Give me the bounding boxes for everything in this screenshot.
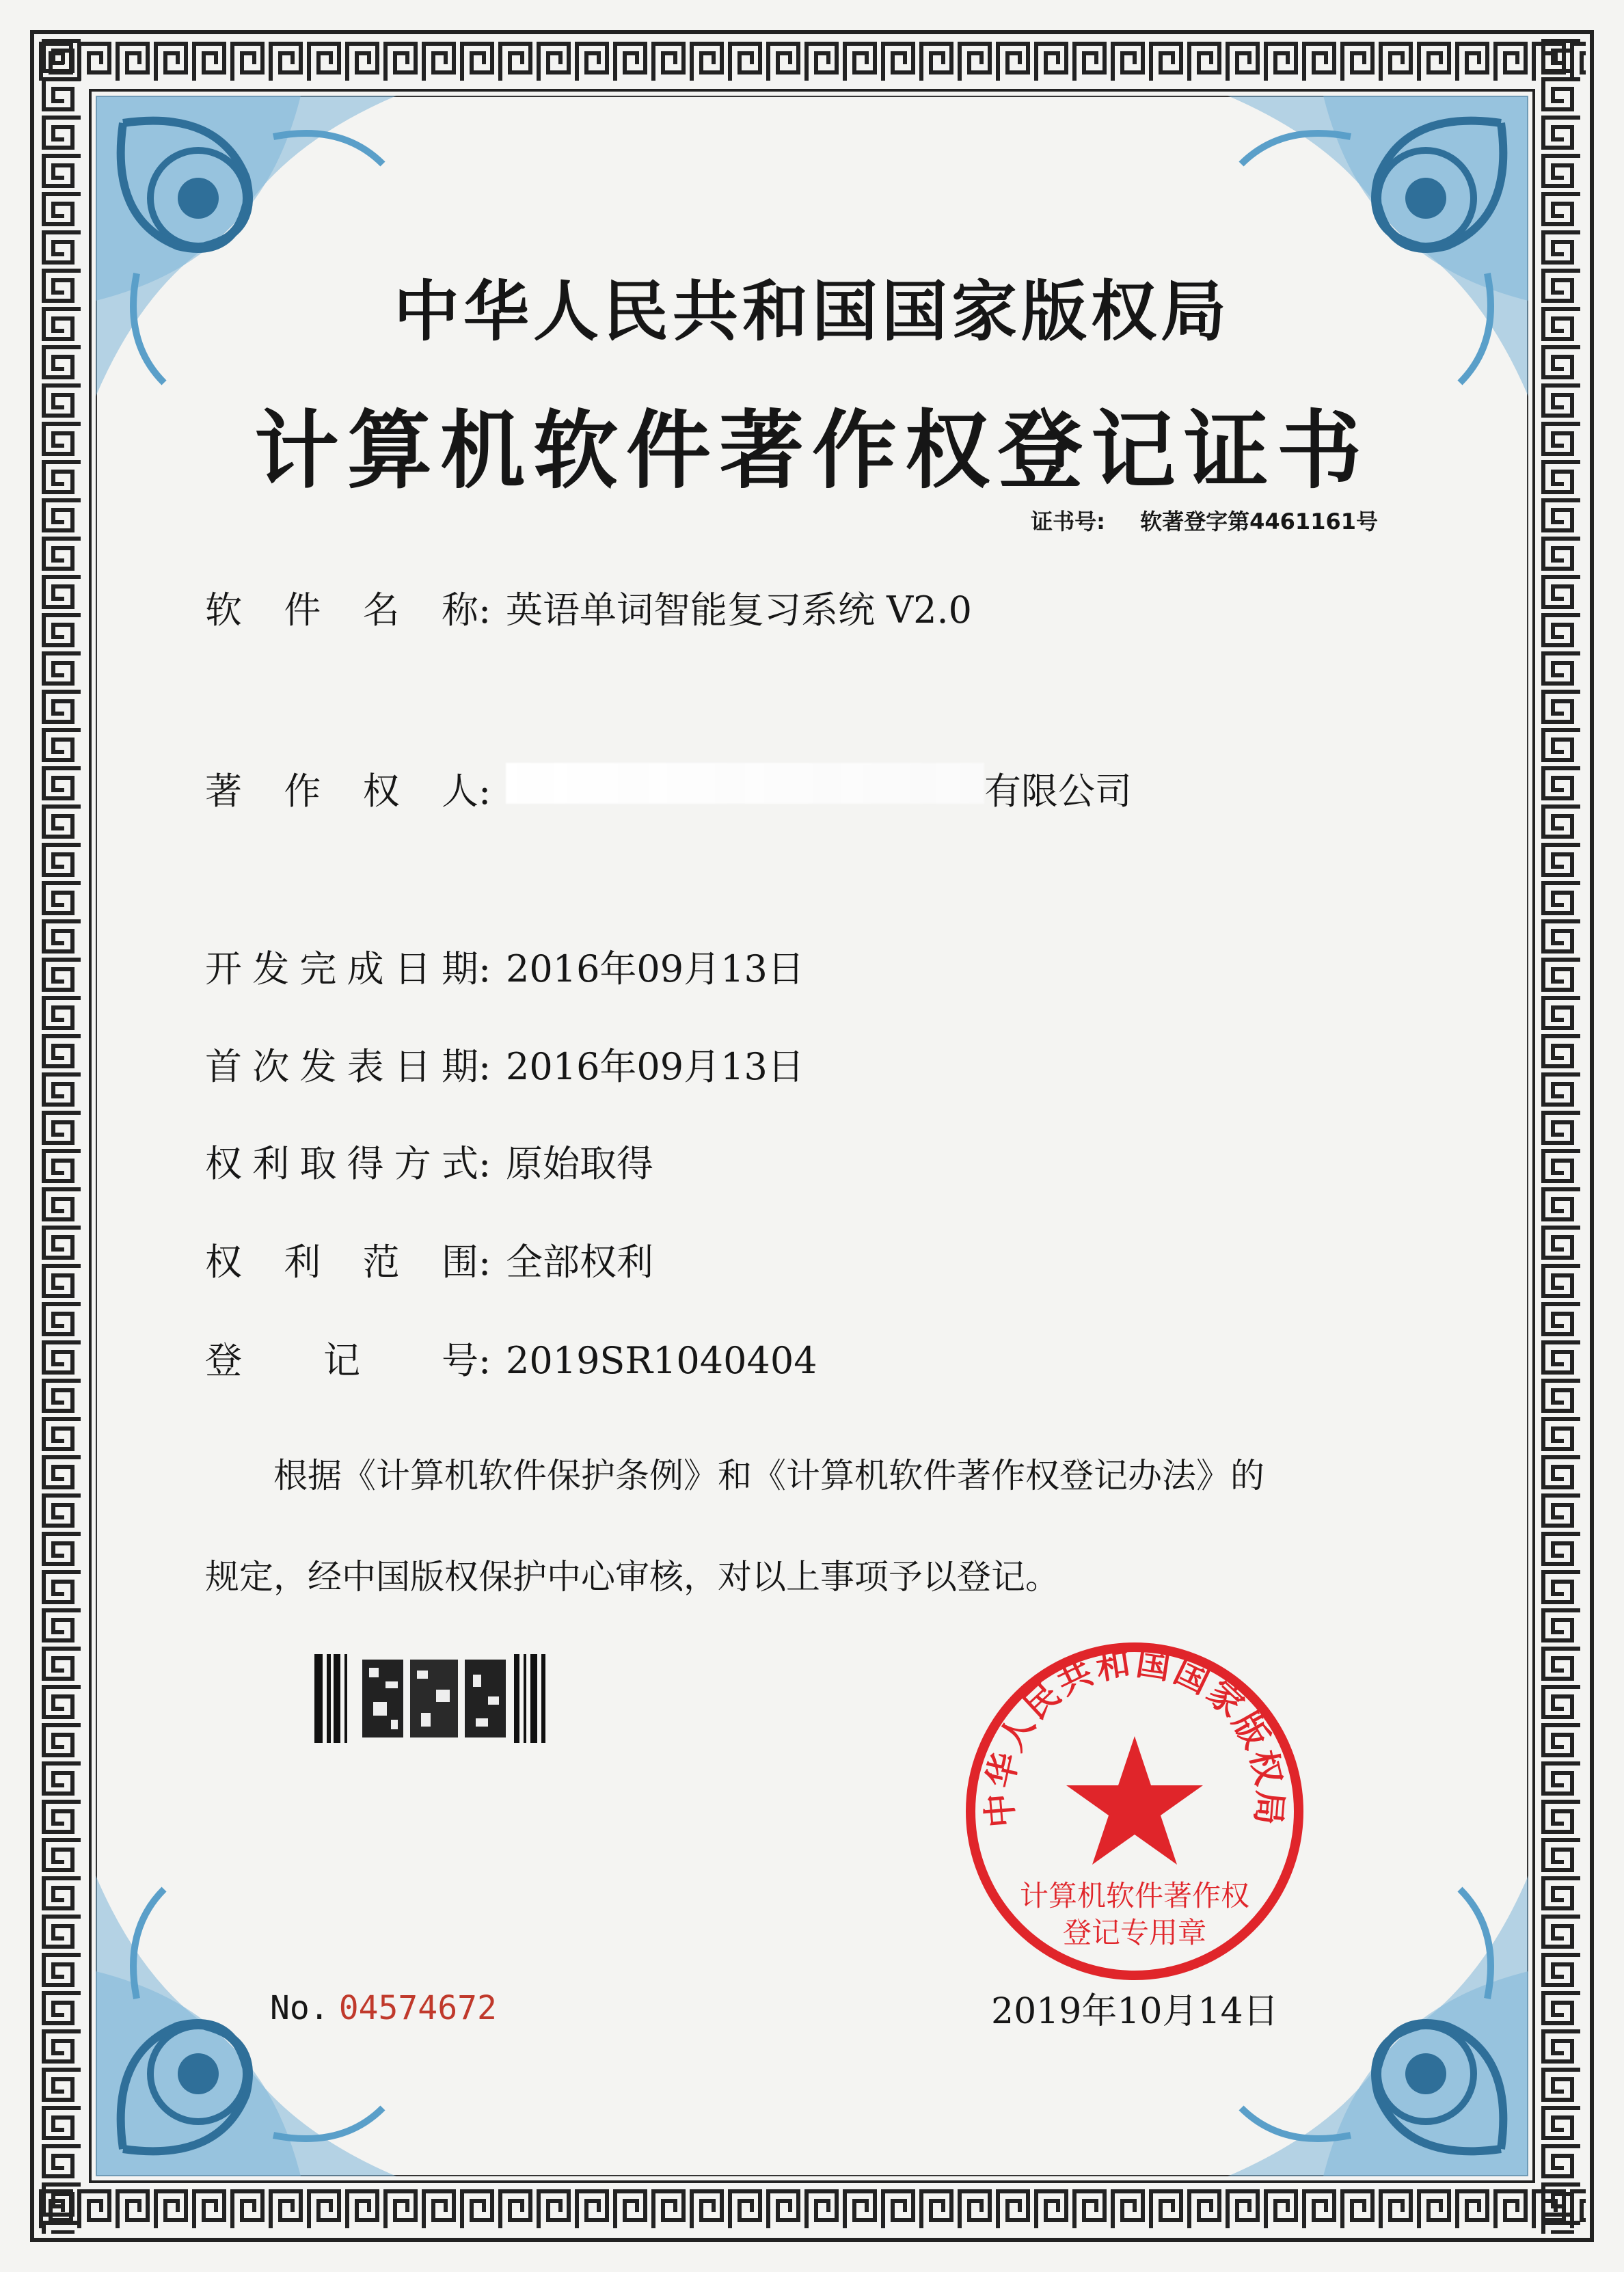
field-colon: : (478, 1045, 491, 1088)
acquisition-method-value: 原始取得 (506, 1142, 653, 1185)
field-colon: : (478, 1142, 491, 1185)
field-label: 首次发表日期 (205, 1045, 478, 1088)
rights-scope-value: 全部权利 (506, 1241, 653, 1284)
software-name-value: 英语单词智能复习系统 V2.0 (506, 589, 973, 632)
field-colon: : (478, 947, 491, 990)
field-colon: : (478, 589, 491, 632)
completion-date-value: 2016年09月13日 (506, 947, 804, 990)
serial-prefix: No. (270, 1989, 329, 2027)
serial-number-value: 04574672 (338, 1989, 497, 2027)
certificate-title: 计算机软件著作权登记证书 (254, 401, 1370, 500)
field-label: 软件名称 (205, 589, 478, 632)
seal-inner-line-2: 登记专用章 (1062, 1916, 1207, 1949)
field-copyright-owner (205, 762, 1132, 815)
barcode (314, 1654, 547, 1743)
field-colon: : (478, 1339, 491, 1382)
statement-line-1: 根据《计算机软件保护条例》和《计算机软件著作权登记办法》的 (273, 1456, 1264, 1496)
field-label: 权利范围 (205, 1241, 478, 1284)
redacted-owner-name (506, 763, 984, 804)
official-seal (957, 1634, 1312, 1989)
field-registration-number (205, 1331, 817, 1384)
field-label: 著作权人 (205, 770, 478, 813)
registration-statement (205, 1425, 1456, 1627)
greek-key-border-right (1538, 38, 1586, 2234)
statement-line-2: 规定，经中国版权保护中心审核，对以上事项予以登记。 (205, 1557, 1059, 1597)
field-publication-date (205, 1038, 804, 1090)
seal-outer-text: 中华人民共和国国家版权局 (979, 1642, 1290, 1829)
greek-key-border-top (38, 38, 1586, 86)
greek-key-border-bottom (38, 2186, 1586, 2234)
registration-number-value: 2019SR1040404 (506, 1339, 817, 1382)
field-label: 开发完成日期 (205, 947, 478, 990)
serial-number (270, 1989, 497, 2027)
certificate-number (1031, 504, 1378, 536)
greek-key-border-left (38, 38, 86, 2234)
publication-date-value: 2016年09月13日 (506, 1045, 804, 1088)
field-colon: : (478, 1241, 491, 1284)
field-rights-scope (205, 1233, 653, 1286)
seal-inner-line-1: 计算机软件著作权 (1019, 1879, 1250, 1912)
certificate-number-value: 软著登字第4461161号 (1140, 509, 1378, 535)
field-acquisition-method (205, 1135, 653, 1187)
field-software-name (205, 581, 972, 634)
field-label: 权利取得方式 (205, 1142, 478, 1185)
field-completion-date (205, 940, 804, 992)
certificate-number-label: 证书号: (1031, 509, 1105, 535)
field-colon: : (478, 770, 491, 813)
copyright-owner-value: 有限公司 (984, 770, 1132, 813)
issuer-heading: 中华人民共和国国家版权局 (394, 273, 1230, 350)
field-label: 登记号 (205, 1339, 478, 1382)
issue-date: 2019年10月14日 (991, 1991, 1279, 2032)
